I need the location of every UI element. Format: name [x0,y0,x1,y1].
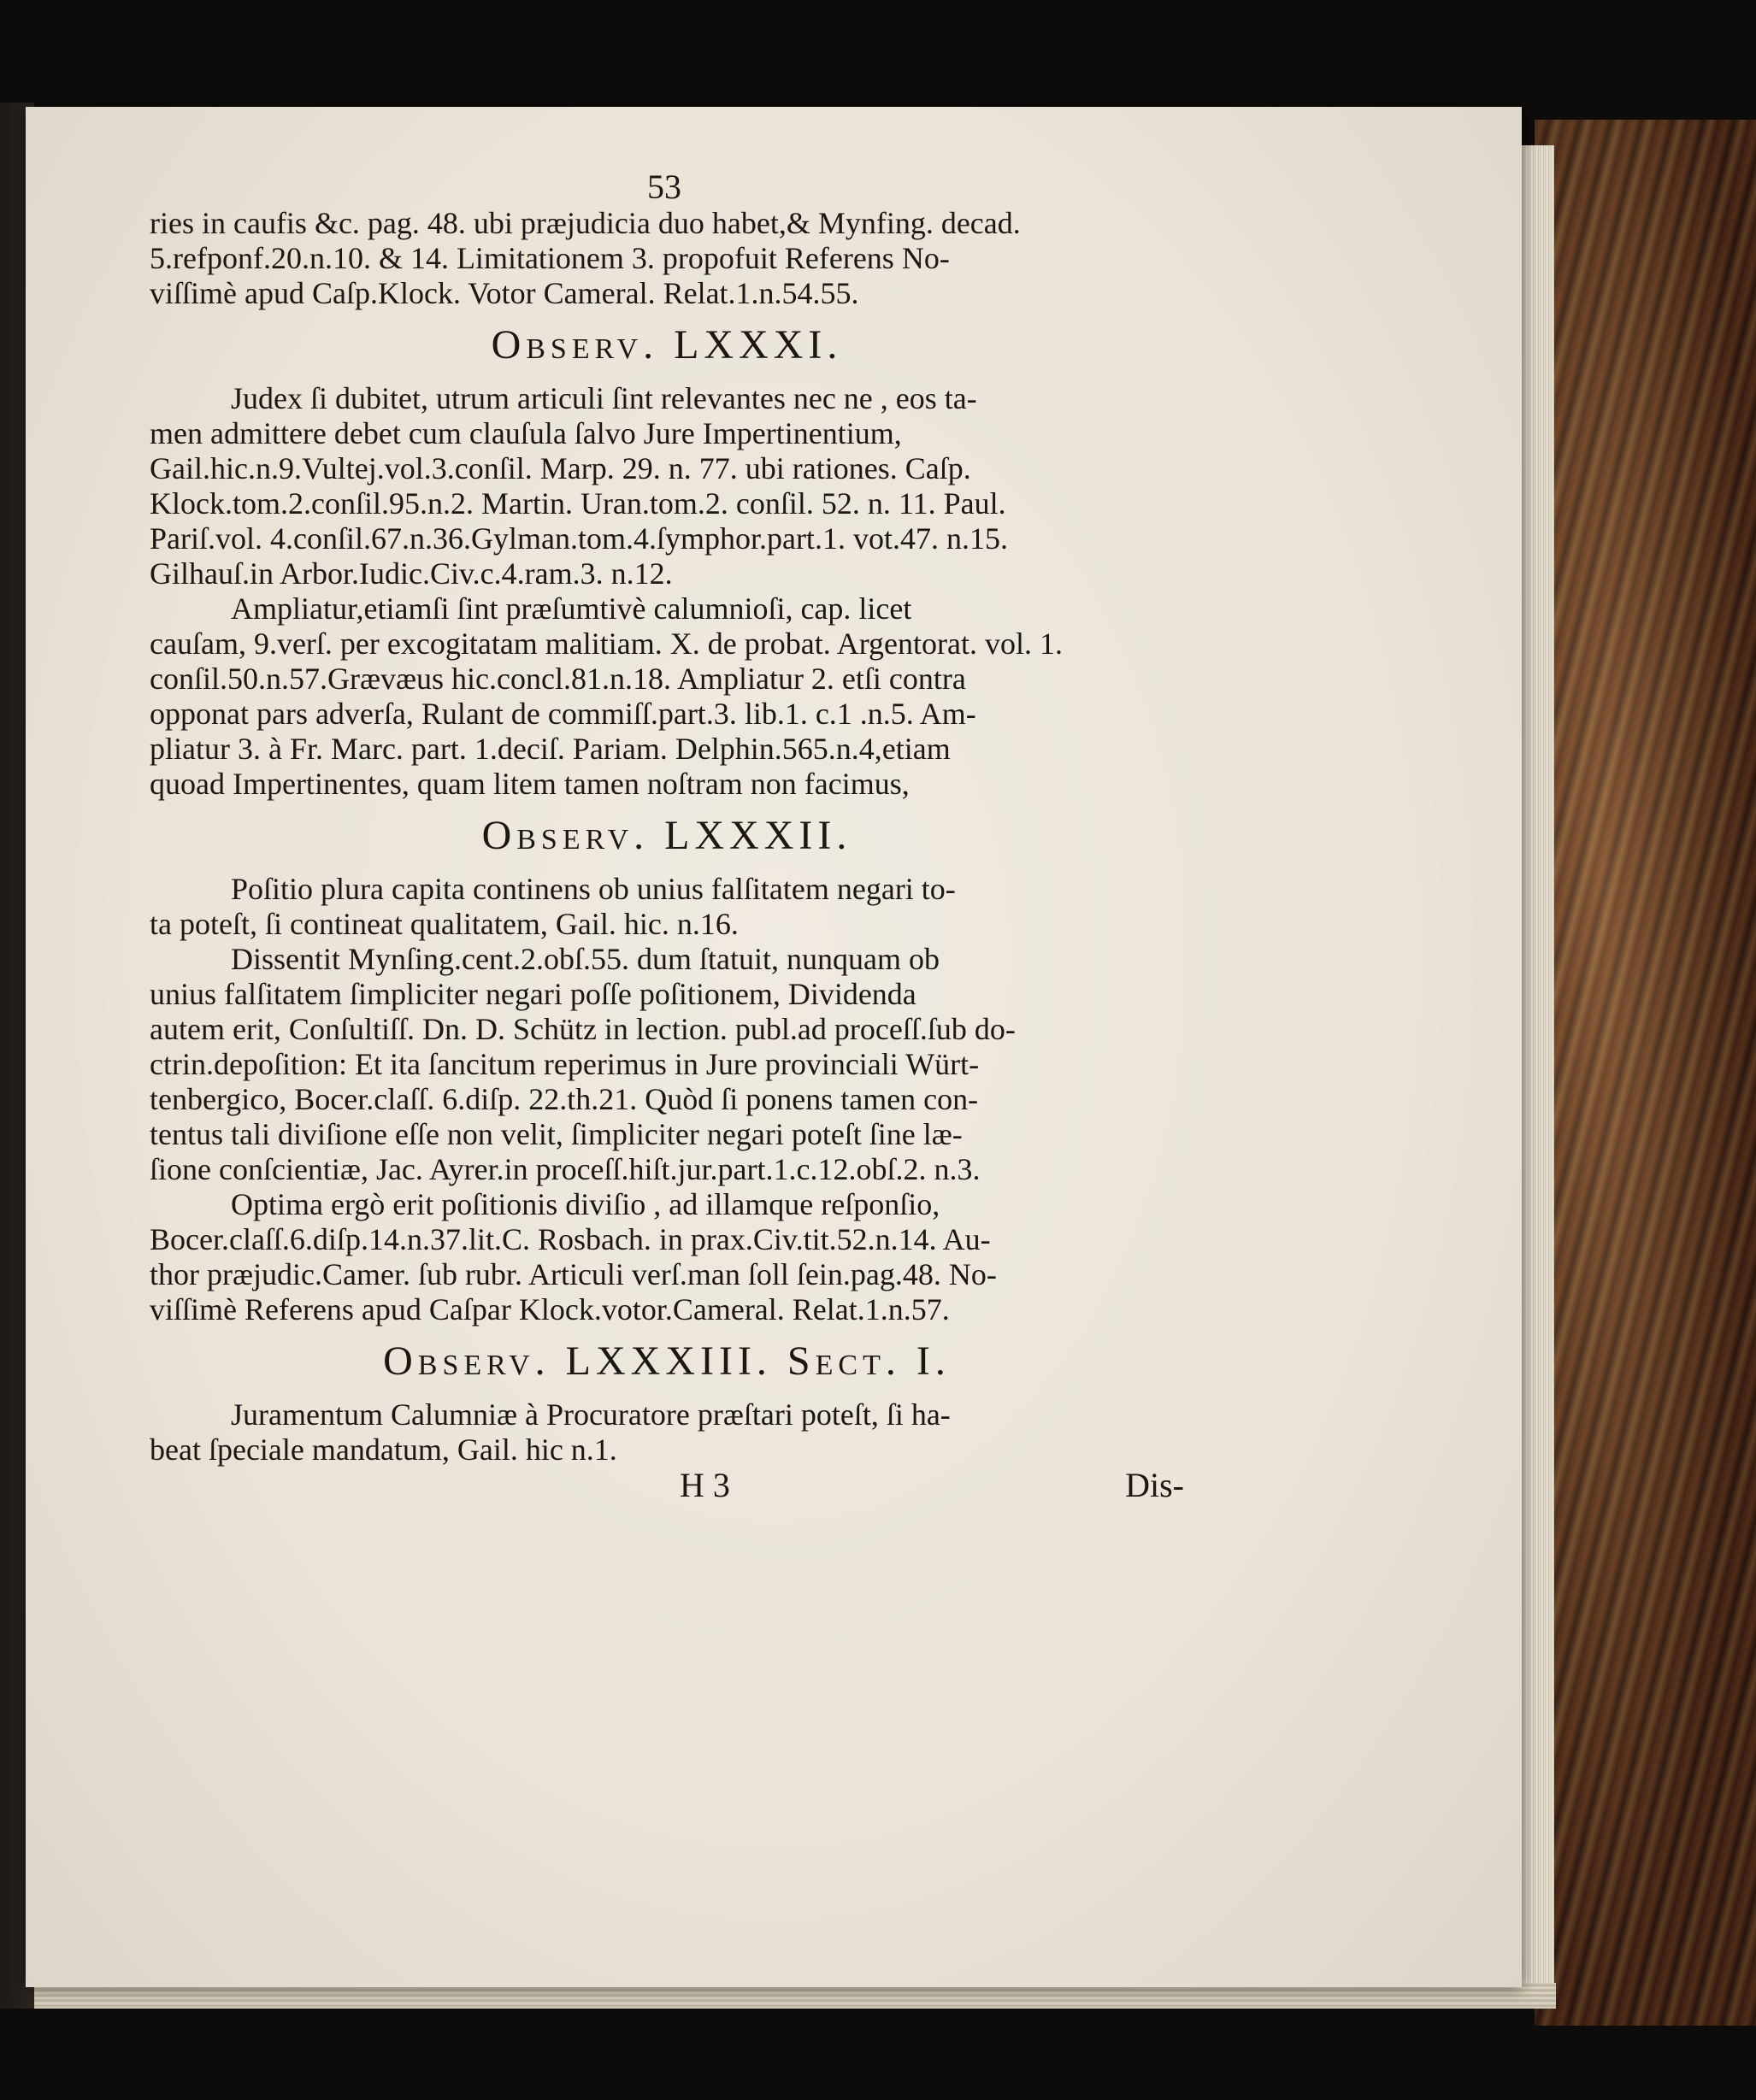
paragraph [150,206,1184,311]
text-line: thor præjudic.Camer. ſub rubr. Articuli verſ.man ſoll ſein.pag.48. No- [150,1257,997,1291]
text-line: tentus tali diviſione eſſe non velit, ſimpliciter negari poteſt ſine læ- [150,1117,963,1151]
text-line: autem erit, Conſultiſſ. Dn. D. Schütz in lection. publ.ad proceſſ.ſub do- [150,1012,1016,1046]
page-content [150,206,1184,1468]
text-line: Gilhauſ.in Arbor.Iudic.Civ.c.4.ram.3. n.12. [150,556,673,591]
text-line: Poſitio plura capita continens ob unius falſitatem negari to- [231,872,956,906]
text-line: Klock.tom.2.conſil.95.n.2. Martin. Uran.tom.2. conſil. 52. n. 11. Paul. [150,486,1006,521]
page-footer [150,1468,1184,1505]
paragraph [150,381,1184,591]
text-line: viſſimè Referens apud Caſpar Klock.votor.Cameral. Relat.1.n.57. [150,1292,950,1326]
text-line: ſione conſcientiæ, Jac. Ayrer.in proceſſ.hiſt.jur.part.1.c.12.obſ.2. n.3. [150,1152,981,1186]
observation-heading: Observ. LXXXIII. Sect. I. [383,1338,951,1384]
text-line: ries in caufis &c. pag. 48. ubi præjudicia duo habet,& Mynfing. decad. [150,206,1021,240]
text-line: pliatur 3. à Fr. Marc. part. 1.deciſ. Pariam. Delphin.565.n.4,etiam [150,732,951,766]
text-line: tenbergico, Bocer.claſſ. 6.diſp. 22.th.21. Quòd ſi ponens tamen con- [150,1082,979,1116]
observation-heading: Observ. LXXXI. [491,322,843,368]
text-line: Gail.hic.n.9.Vultej.vol.3.conſil. Marp. 29. n. 77. ubi rationes. Caſp. [150,451,971,485]
text-line: opponat pars adverſa, Rulant de commiſſ.part.3. lib.1. c.1 .n.5. Am- [150,697,976,731]
text-line: 5.refponf.20.n.10. & 14. Limitationem 3. propofuit Referens No- [150,241,950,275]
page-text [150,167,1184,1505]
text-line: Bocer.claſſ.6.diſp.14.n.37.lit.C. Rosbach. in prax.Civ.tit.52.n.14. Au- [150,1222,991,1256]
text-line: Pariſ.vol. 4.conſil.67.n.36.Gylman.tom.4.ſymphor.part.1. vot.47. n.15. [150,521,1008,556]
text-line: Juramentum Calumniæ à Procuratore præſtari poteſt, ſi ha- [231,1397,951,1432]
signature-mark: H 3 [680,1466,730,1504]
text-line: quoad Impertinentes, quam litem tamen noſtram non facimus, [150,767,910,801]
text-line: men admittere debet cum clauſula ſalvo Jure Impertinentium, [150,416,902,450]
paragraph [150,591,1184,802]
text-line: beat ſpeciale mandatum, Gail. hic n.1. [150,1432,617,1467]
text-line: unius falſitatem ſimpliciter negari poſſe poſitionem, Dividenda [150,977,916,1011]
paragraph [150,1187,1184,1327]
observation-heading: Observ. LXXXII. [481,813,852,858]
text-line: Optima ergò erit poſitionis diviſio , ad illamque reſponſio, [231,1187,940,1221]
paragraph [150,1397,1184,1468]
text-line: cauſam, 9.verſ. per excogitatam malitiam. X. de probat. Argentorat. vol. 1. [150,626,1064,661]
text-line: Judex ſi dubitet, utrum articuli ſint relevantes nec ne , eos ta- [231,381,977,415]
page-number: 53 [647,168,681,206]
paragraph [150,872,1184,942]
catchword: Dis- [1125,1466,1184,1504]
text-line: ta poteſt, ſi contineat qualitatem, Gail. hic. n.16. [150,907,739,941]
text-line: Dissentit Mynſing.cent.2.obſ.55. dum ſtatuit, nunquam ob [231,942,940,976]
text-line: conſil.50.n.57.Grævæus hic.concl.81.n.18. Ampliatur 2. etſi contra [150,662,966,696]
leather-binding [1535,120,1756,2026]
paragraph [150,942,1184,1187]
text-line: Ampliatur,etiamſi ſint præſumtivè calumnioſi, cap. licet [231,591,912,626]
text-line: ctrin.depoſition: Et ita ſancitum reperimus in Jure provinciali Würt- [150,1047,980,1081]
text-line: viſſimè apud Caſp.Klock. Votor Cameral. Relat.1.n.54.55. [150,276,859,310]
